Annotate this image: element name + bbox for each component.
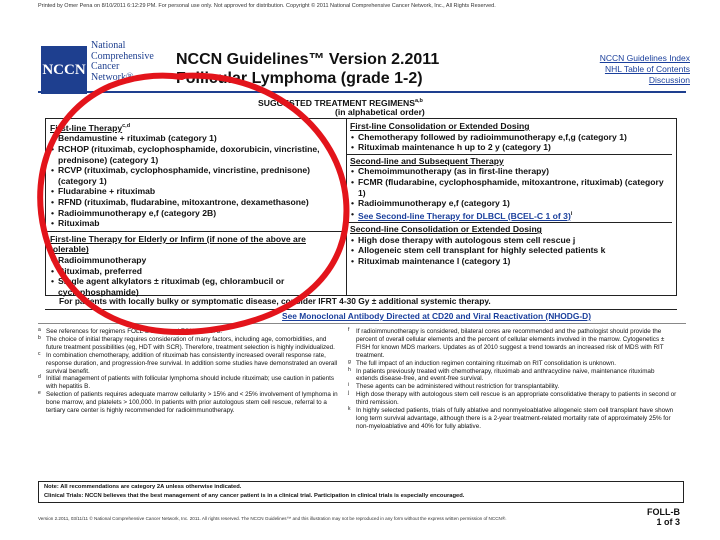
- footnotes-left: [38, 328, 338, 415]
- footnote-text: The full impact of an induction regimen containing rituximab on RIT consolidation is unknown.: [356, 359, 616, 367]
- nccn-logo: NCCN: [41, 46, 87, 94]
- footnote-key: b: [38, 334, 41, 341]
- list-item: • FCMR (fludarabine, cyclophosphamide, mitoxantrone, rituximab) (category 1): [350, 177, 672, 198]
- right-divider-1: [346, 154, 672, 155]
- list-item: • RCHOP (rituximab, cyclophosphamide, doxorubicin, vincristine, prednisone) (category 1): [50, 144, 342, 165]
- footnote-text: In patients previously treated with chemotherapy, rituximab and anthracycline naive, maintenance rituximab extends disease-free, and event-free survival.: [356, 367, 655, 383]
- second-consolidation-list: [350, 235, 672, 267]
- list-item: • RCVP (rituximab, cyclophosphamide, vincristine, prednisone) (category 1): [50, 165, 342, 186]
- list-item: • Chemotherapy followed by radioimmunotherapy e,f,g (category 1): [350, 132, 672, 143]
- list-item: • Single agent alkylators ± rituximab (eg, chlorambucil or cyclophosphamide): [50, 276, 342, 297]
- title-line-1: NCCN Guidelines™ Version 2.2011: [176, 51, 440, 68]
- second-line-heading: Second-line and Subsequent Therapy: [350, 155, 504, 166]
- footnote-key: a: [38, 327, 41, 333]
- footnote-text: Selection of patients requires adequate marrow cellularity > 15% and < 25% involvement of lymphoma in bone marrow, and platelets > 100,000. In patients with prior autologous stem cell rescue, referral to a tertiary care center is highly recommended for radioimmunotherapy.: [46, 391, 338, 415]
- footnote: [348, 360, 678, 368]
- elderly-heading: First-line Therapy for Elderly or Infirm (if none of the above are tolerable): [50, 233, 306, 255]
- section-title-text: SUGGESTED TREATMENT REGIMENS: [258, 97, 415, 108]
- list-item: • Rituximab maintenance h up to 2 y (category 1): [350, 142, 672, 153]
- dlbcl-link[interactable]: See Second-line Therapy for DLBCL (BCEL-C 1 of 3): [358, 210, 571, 221]
- footnote: [348, 368, 678, 384]
- column-divider: [346, 118, 347, 295]
- footnote: [38, 391, 338, 415]
- footnote-text: The choice of initial therapy requires consideration of many factors, including age, comorbidities, and future treatment possibilities (eg, HDT with SCR). Therefore, treatment selection is highly individualized.: [46, 335, 335, 351]
- footnote: [38, 375, 338, 391]
- list-item: • Rituximab, preferred: [50, 266, 342, 277]
- footnote-text: In highly selected patients, trials of fully ablative and nonmyeloablative allogeneic stem cell transplant have shown long term survival advantage, although there is a 2-year treatment-related mortality rate of approximately 25% for non-myeloablative and 40% for fully ablative.: [356, 407, 674, 430]
- bulky-note: For patients with locally bulky or symptomatic disease, consider IFRT 4-30 Gy ± additional systemic therapy.: [59, 296, 491, 306]
- note-rule: [45, 309, 677, 310]
- second-line-list: [350, 166, 672, 221]
- footnote-key: i: [348, 382, 350, 389]
- footnote: [38, 352, 338, 376]
- header-rule: [38, 91, 686, 93]
- footnote-key: k: [348, 406, 351, 413]
- list-item: • Allogeneic stem cell transplant for highly selected patients k: [350, 245, 672, 256]
- first-line-heading: First-line Therapy: [50, 122, 123, 133]
- list-item: • Rituximab maintenance l (category 1): [350, 256, 672, 267]
- title-line-2: Follicular Lymphoma (grade 1-2): [176, 70, 423, 87]
- list-item: • High dose therapy with autologous stem cell rescue j: [350, 235, 672, 246]
- footnote-text: These agents can be administered without restriction for transplantability.: [356, 383, 560, 391]
- footnote-key: h: [348, 366, 351, 373]
- section-subtitle: (in alphabetical order): [335, 107, 425, 117]
- first-line-list: [50, 133, 342, 228]
- notes-line-1: Note: All recommendations are category 2A unless otherwise indicated.: [44, 484, 242, 490]
- org-line-1: National: [91, 40, 126, 51]
- org-line-3: Cancer: [91, 61, 120, 72]
- consolidation-list: [350, 132, 672, 153]
- footnote-key: d: [38, 374, 41, 381]
- footnote: [38, 328, 338, 336]
- footnote-key: f: [348, 327, 350, 333]
- footnote-key: j: [348, 390, 350, 397]
- footnote-text: If radioimmunotherapy is considered, bilateral cores are recommended and the pathologist should provide the percent of overall cellular elements and the percent of cellular elements involved in the marrow. Cytogenetics ± FISH for known MDS markers. Updates as of 2010 suggest a trend towards an increased risk of MDS with RIT treatment.: [356, 328, 665, 359]
- footnote: [348, 328, 678, 360]
- footnote-text: High dose therapy with autologous stem cell rescue is an appropriate consolidative therapy to patients in second or third remission.: [356, 391, 677, 407]
- toc-link[interactable]: NHL Table of Contents: [604, 64, 690, 74]
- nccn-org-name: [91, 41, 166, 83]
- page-code: FOLL-B: [647, 507, 680, 517]
- footnote-text: In combination chemotherapy, addition of rituximab has consistently increased overall response rate, response duration, and progression-free survival. In addition some studies have demonstrated an overall survival benefit.: [46, 351, 338, 375]
- monoclonal-link[interactable]: [282, 311, 591, 321]
- list-item: • Radioimmunotherapy e,f (category 1): [350, 198, 672, 209]
- footnotes-right: [348, 328, 678, 431]
- right-divider-2: [346, 222, 672, 223]
- list-item: • Fludarabine + rituximab: [50, 186, 342, 197]
- first-line-sup: c,d: [122, 123, 131, 129]
- nav-links: [600, 53, 690, 86]
- notes-line-2: Clinical Trials: NCCN believes that the best management of any cancer patient is in a clinical trial. Participation in clinical trials is especially encouraged.: [44, 492, 465, 499]
- org-line-4: Network®: [91, 71, 134, 83]
- footnote-key: g: [348, 358, 351, 365]
- org-line-2: Comprehensive: [91, 50, 154, 62]
- footnote: [348, 407, 678, 431]
- page-number: 1 of 3: [656, 517, 680, 527]
- monoclonal-link-text[interactable]: See Monoclonal Antibody Directed at CD20 and Viral Reactivation (NHODG-D): [282, 311, 591, 321]
- list-item: • RFND (rituximab, fludarabine, mitoxantrone, dexamethasone): [50, 197, 342, 208]
- right-column: [350, 121, 672, 267]
- list-item: • Rituximab: [50, 218, 342, 229]
- footnote-key: c: [38, 350, 41, 357]
- list-item: • Radioimmunotherapy: [50, 255, 342, 266]
- left-divider: [45, 231, 342, 232]
- notes-box: [38, 481, 684, 503]
- footer-copyright: Version 2.2011, 03/11/11 © National Comprehensive Cancer Network, Inc. 2011. All rights reserved. The NCCN Guidelines™ and this illustration may not be reproduced in any form without the express written permission of NCCN®.: [38, 516, 507, 521]
- list-item: • Bendamustine + rituximab (category 1): [50, 133, 342, 144]
- dlbcl-link-sup: i: [570, 210, 573, 217]
- section-title-sup: a,b: [414, 98, 423, 104]
- footnote: [348, 383, 678, 391]
- list-item: • Radioimmunotherapy e,f (category 2B): [50, 208, 342, 219]
- footnote-text: See references for regimens FOLL-B 2 of 3 and FOLL-B 3 of 3.: [46, 328, 223, 335]
- print-notice: Printed by Omer Pena on 8/10/2011 6:12:29 PM. For personal use only. Not approved for distribution. Copyright © 2011 National Comprehensive Cancer Network, Inc., All Rights Reserved.: [38, 3, 496, 9]
- list-item: • Chemoimmunotherapy (as in first-line therapy): [350, 166, 672, 177]
- page-indicator: [647, 507, 680, 527]
- footnote-rule: [38, 323, 686, 324]
- page-title: [176, 50, 516, 88]
- footnote-key: e: [38, 390, 41, 397]
- footnote: [38, 336, 338, 352]
- elderly-list: [50, 255, 342, 297]
- second-consolidation-heading: Second-line Consolidation or Extended Dosing: [350, 224, 542, 235]
- footnote: [348, 391, 678, 407]
- footnote-text: Initial management of patients with follicular lymphoma should include rituximab; use caution in patients with hepatitis B.: [46, 375, 335, 391]
- left-column: [50, 121, 342, 297]
- guidelines-index-link[interactable]: NCCN Guidelines Index: [599, 53, 690, 63]
- consolidation-heading: First-line Consolidation or Extended Dosing: [350, 121, 530, 131]
- discussion-link[interactable]: Discussion: [648, 75, 690, 85]
- list-item: [350, 209, 672, 221]
